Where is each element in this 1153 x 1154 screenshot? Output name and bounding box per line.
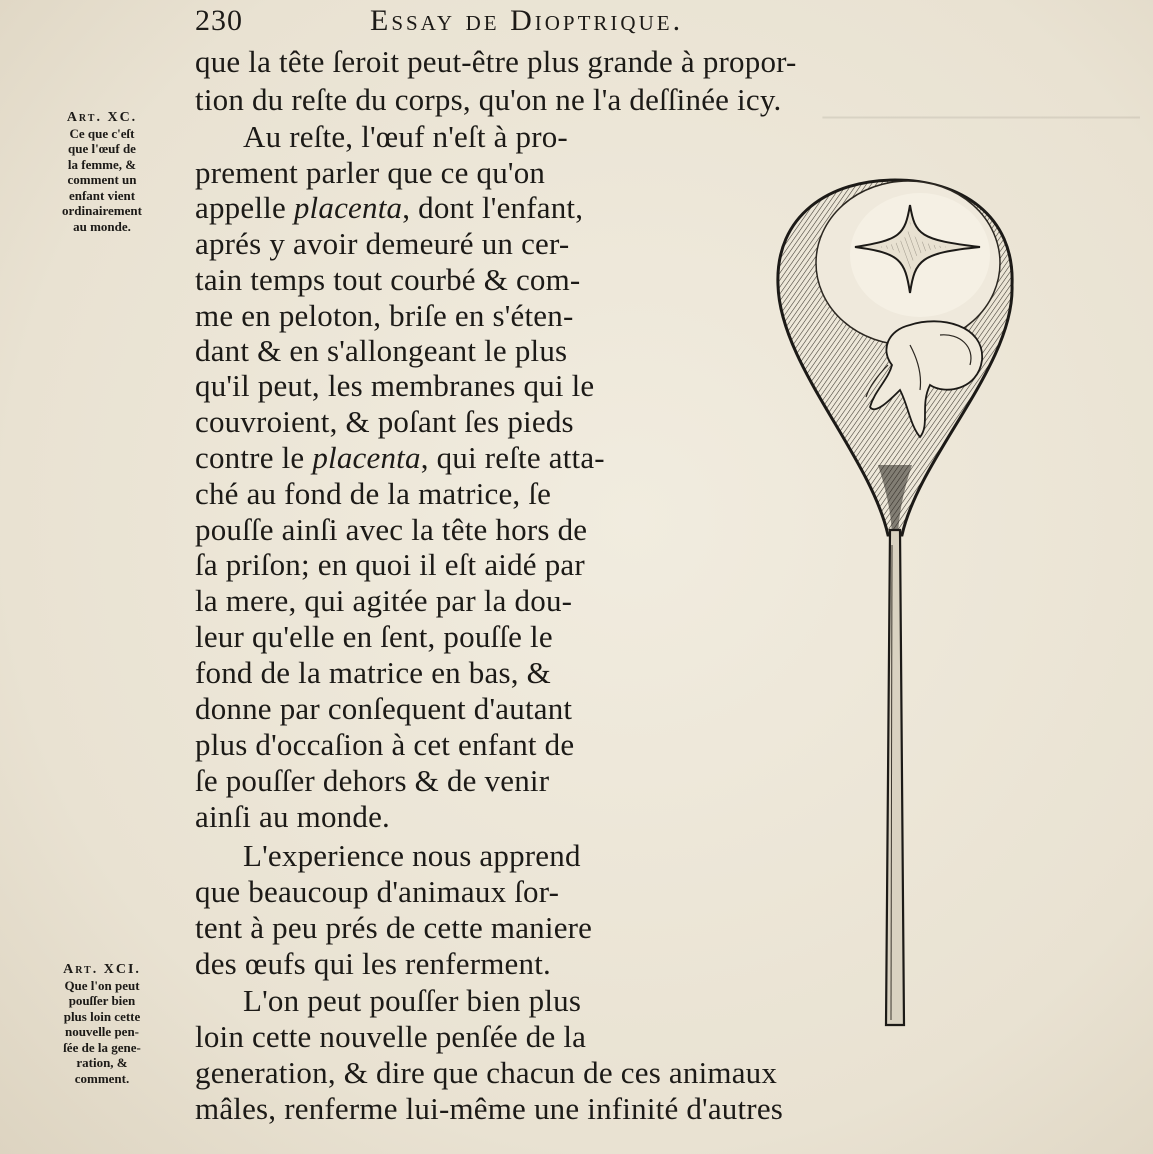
margin-note-line: ration, & <box>76 1055 128 1070</box>
margin-note-art-xci <box>16 962 188 1086</box>
margin-note-line: ſée de la gene- <box>63 1039 141 1055</box>
text-line: tain temps tout courbé & com- <box>195 262 581 297</box>
text-line: aprés y avoir demeuré un cer- <box>195 226 570 261</box>
text-line: couvroient, & poſant ſes pieds <box>195 404 574 439</box>
margin-note-line: Que l'on peut <box>64 977 140 993</box>
text-line: plus d'occaſion à cet enfant de <box>195 727 575 762</box>
text-line: me en peloton, briſe en s'éten- <box>195 298 574 333</box>
text-line: mâles, renferme lui-même une infinité d'autres <box>195 1091 784 1126</box>
running-header <box>195 4 1095 40</box>
margin-note-line: comment. <box>74 1070 130 1086</box>
margin-note-art-xc <box>16 110 188 234</box>
text-line: fond de la matrice en bas, & <box>195 655 551 690</box>
page-number: 230 <box>195 4 243 37</box>
text-line: leur qu'elle en ſent, pouſſe le <box>195 619 553 654</box>
text-line: Au reſte, l'œuf n'eſt à pro- <box>243 119 568 154</box>
margin-note-article: Art. XC. <box>66 110 138 125</box>
text-line: L'on peut pouſſer bien plus <box>243 983 582 1018</box>
running-title: Essay de Dioptrique. <box>370 4 684 37</box>
margin-note-line: la femme, & <box>67 156 137 172</box>
text-line: pouſſe ainſi avec la tête hors de <box>195 512 588 547</box>
homunculus-engraving <box>770 175 1020 1035</box>
margin-note-line: Ce que c'eſt <box>69 125 135 141</box>
text-line: que beaucoup d'animaux ſor- <box>195 874 560 909</box>
text-line: des œufs qui les renferment. <box>195 946 551 981</box>
text-line: ſe pouſſer dehors & de venir <box>195 763 550 798</box>
text-line: generation, & dire que chacun de ces animaux <box>195 1055 778 1090</box>
text-line: contre le placenta, qui reſte atta- <box>195 440 605 475</box>
text-line: ainſi au monde. <box>195 799 390 834</box>
text-line: donne par conſequent d'autant <box>195 691 573 726</box>
margin-note-line: que l'œuf de <box>68 141 136 156</box>
margin-note-line: nouvelle pen- <box>64 1024 140 1039</box>
margin-note-line: enfant vient <box>68 187 136 203</box>
text-line: ſa priſon; en quoi il eſt aidé par <box>195 547 585 582</box>
text-line: qu'il peut, les membranes qui le <box>195 368 595 403</box>
text-line: ché au fond de la matrice, ſe <box>195 476 552 511</box>
text-line: appelle placenta, dont l'enfant, <box>195 190 584 225</box>
text-line: tent à peu prés de cette maniere <box>195 910 593 945</box>
text-line: la mere, qui agitée par la dou- <box>195 583 573 618</box>
text-line: L'experience nous apprend <box>243 838 581 873</box>
text-line: tion du reſte du corps, qu'on ne l'a deſſinée icy. <box>195 82 782 117</box>
margin-note-line: comment un <box>67 172 137 187</box>
text-line: loin cette nouvelle penſée de la <box>195 1019 587 1054</box>
reverse-page-show-through: ──────────────── <box>822 102 1140 133</box>
text-line: que la tête ſeroit peut-être plus grande à propor- <box>195 44 797 79</box>
margin-note-line: plus loin cette <box>63 1008 141 1024</box>
margin-note-line: ordinairement <box>62 203 142 218</box>
text-line: dant & en s'allongeant le plus <box>195 333 568 368</box>
margin-note-line: au monde. <box>73 218 131 234</box>
margin-note-article: Art. XCI. <box>63 962 141 977</box>
text-line: prement parler que ce qu'on <box>195 155 546 190</box>
margin-note-line: pouſſer bien <box>68 993 136 1008</box>
